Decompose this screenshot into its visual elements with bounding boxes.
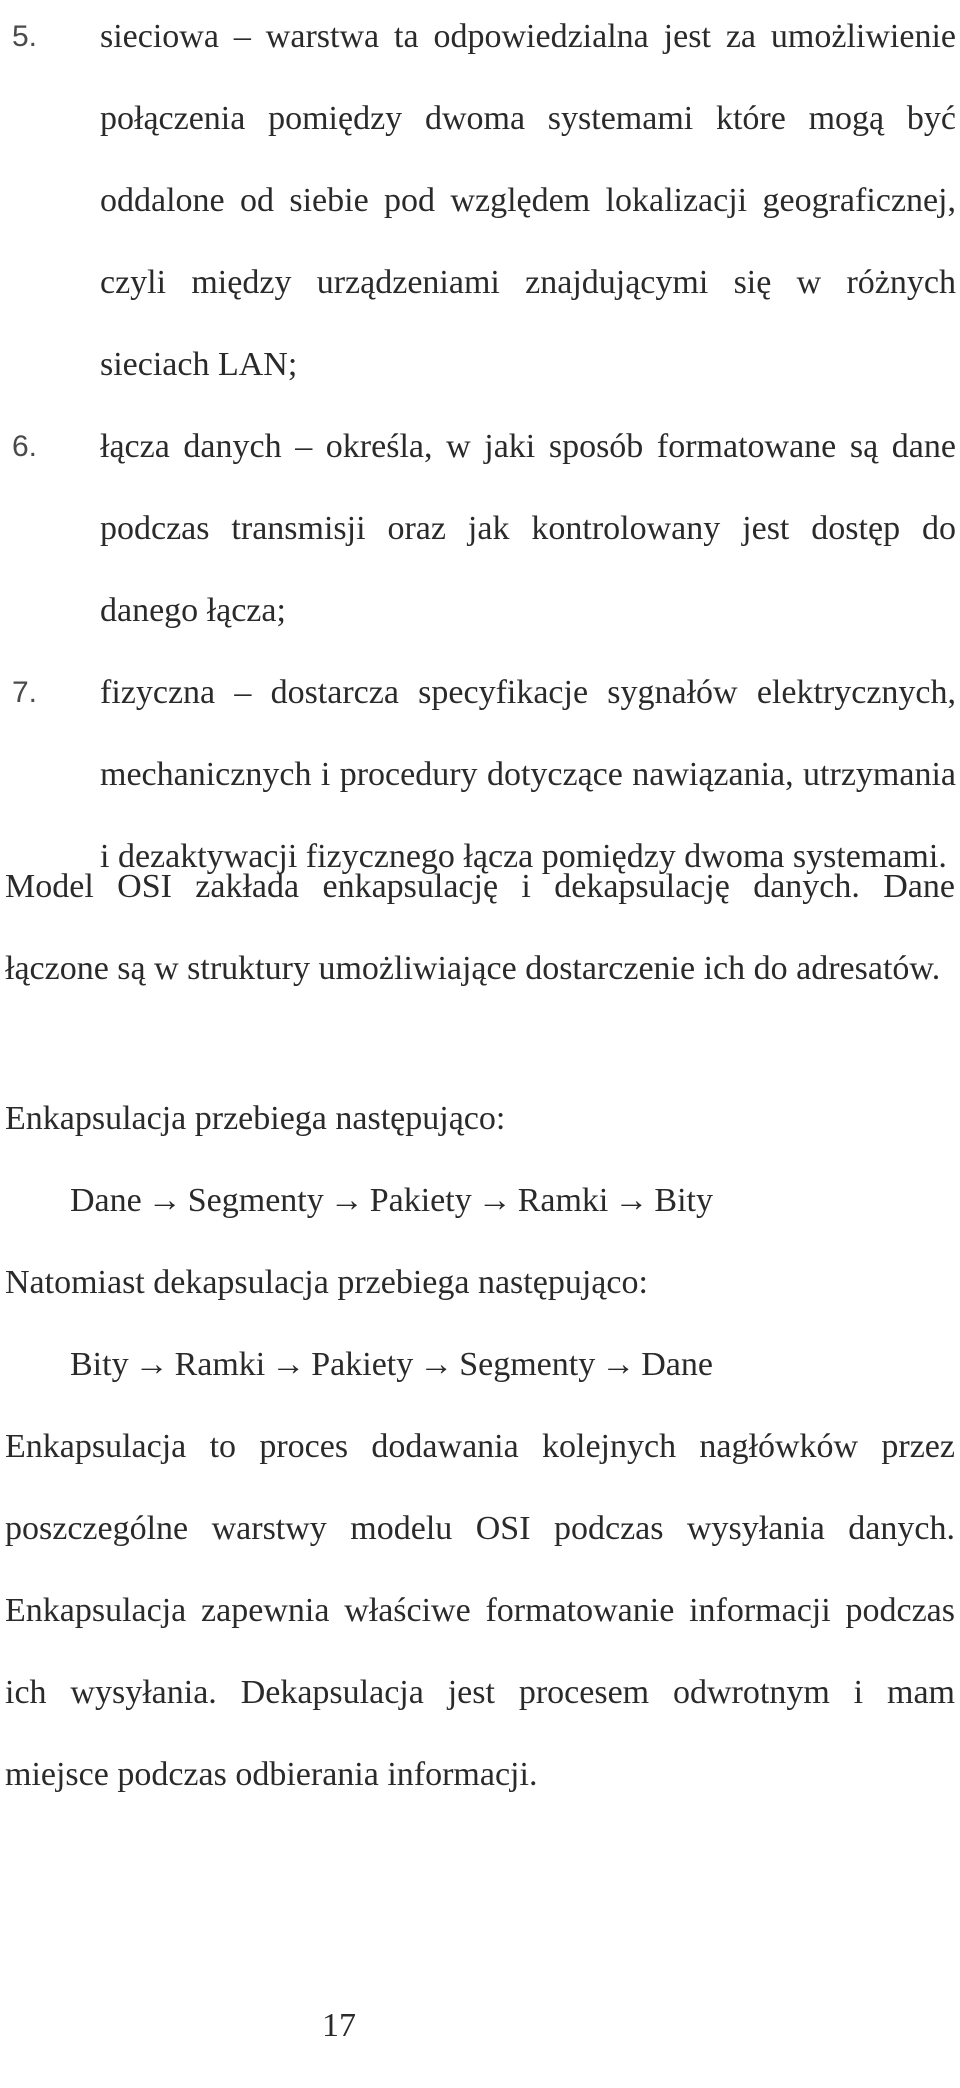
- flow-step: Bity: [654, 1182, 713, 1219]
- closing-paragraph-block: [5, 1406, 955, 1816]
- flow-step: Pakiety: [311, 1346, 414, 1383]
- decapsulation-flow: [70, 1324, 713, 1406]
- arrow-right-icon: →: [601, 1346, 636, 1383]
- flow-step: Bity: [70, 1346, 129, 1383]
- list-number: 5.: [12, 20, 38, 53]
- list-item-text: fizyczna – dostarcza specyfikacje sygnałów elektrycznych, mechanicznych i procedury dotyczące nawiązania, utrzymania i dezaktywacji fizycznego łącza pomiędzy dwoma systemami.: [100, 674, 956, 875]
- flow-step: Ramki: [517, 1182, 609, 1219]
- flow-step: Segmenty: [459, 1346, 596, 1383]
- list-item-data-link-layer: [0, 406, 960, 652]
- list-number: 6.: [12, 430, 38, 463]
- list-item-text: łącza danych – określa, w jaki sposób formatowane są dane podczas transmisji oraz jak kontrolowany jest dostęp do danego łącza;: [100, 428, 956, 629]
- list-item-network-layer: [0, 0, 960, 406]
- page-number: 17: [322, 2007, 356, 2044]
- flow-step: Dane: [641, 1346, 713, 1383]
- flow-step: Segmenty: [187, 1182, 324, 1219]
- closing-paragraph: Enkapsulacja to proces dodawania kolejnych nagłówków przez poszczególne warstwy modelu OSI podczas wysyłania danych. Enkapsulacja zapewnia właściwe formatowanie informacji podczas ich wysyłania. Dekapsulacja jest procesem odwrotnym i mam miejsce podczas odbierania informacji.: [5, 1428, 955, 1793]
- encapsulation-flow: [70, 1160, 713, 1242]
- arrow-right-icon: →: [271, 1346, 306, 1383]
- decapsulation-intro-block: [5, 1242, 955, 1324]
- arrow-right-icon: →: [329, 1182, 364, 1219]
- arrow-right-icon: →: [134, 1346, 169, 1383]
- arrow-right-icon: →: [477, 1182, 512, 1219]
- arrow-right-icon: →: [614, 1182, 649, 1219]
- decapsulation-intro: Natomiast dekapsulacja przebiega następująco:: [5, 1264, 648, 1301]
- encapsulation-intro-block: [5, 1078, 955, 1160]
- arrow-right-icon: →: [147, 1182, 182, 1219]
- arrow-right-icon: →: [419, 1346, 454, 1383]
- flow-step: Ramki: [174, 1346, 266, 1383]
- model-osi-paragraph: Model OSI zakłada enkapsulację i dekapsulację danych. Dane łączone są w struktury umożliwiające dostarczenie ich do adresatów.: [5, 868, 955, 987]
- model-osi-paragraph-block: [5, 846, 955, 1010]
- flow-step: Pakiety: [369, 1182, 472, 1219]
- flow-step: Dane: [70, 1182, 142, 1219]
- list-number: 7.: [12, 676, 38, 709]
- encapsulation-intro: Enkapsulacja przebiega następująco:: [5, 1100, 506, 1137]
- list-item-text: sieciowa – warstwa ta odpowiedzialna jest za umożliwienie połączenia pomiędzy dwoma systemami które mogą być oddalone od siebie pod względem lokalizacji geograficznej, czyli między urządzeniami znajdującymi się w różnych sieciach LAN;: [100, 18, 956, 383]
- osi-layer-list: [0, 0, 960, 898]
